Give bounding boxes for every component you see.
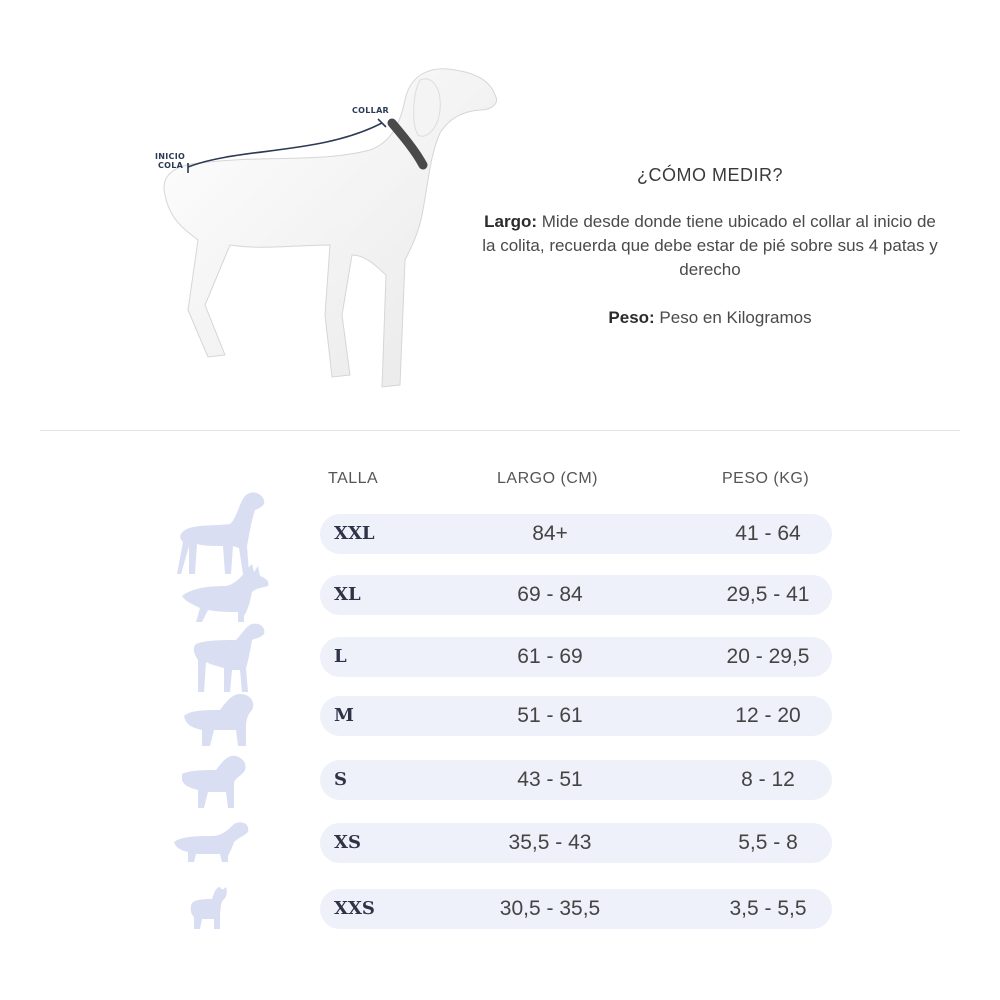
how-to-measure-section [480,165,940,354]
length-instruction [480,210,940,282]
weight-cell: 8 - 12 [741,768,795,791]
header-length: LARGO (CM) [497,470,598,487]
length-cell: 84+ [532,522,568,545]
size-row-xl [320,575,832,615]
header-weight: PESO (KG) [722,470,810,487]
size-row-xxs [320,889,832,929]
weight-cell: 3,5 - 5,5 [729,897,807,920]
length-text: Mide desde donde tiene ubicado el collar al inicio de la colita, recuerda que debe estar de pié sobre sus 4 patas y derecho [482,212,938,279]
length-cell: 61 - 69 [517,645,583,668]
yorkie-silhouette-icon [188,885,230,931]
length-cell: 69 - 84 [517,583,583,606]
size-cell: M [334,705,354,726]
length-cell: 51 - 61 [517,704,583,727]
length-key: Largo: [484,212,538,231]
weight-cell: 29,5 - 41 [726,583,810,606]
german-shepherd-silhouette-icon [178,562,273,624]
size-row-m [320,696,832,736]
terrier-silhouette-icon [178,752,250,810]
collar-label: COLLAR [352,106,390,115]
size-row-xs [320,823,832,863]
size-row-xxl [320,514,832,554]
dog-measurement-illustration [120,55,520,405]
length-cell: 30,5 - 35,5 [499,897,601,920]
how-to-measure-heading: ¿CÓMO MEDIR? [636,165,783,185]
weight-cell: 20 - 29,5 [726,645,810,668]
size-cell: L [334,646,347,667]
weight-cell: 41 - 64 [735,522,801,545]
size-cell: XL [334,584,361,605]
weight-cell: 5,5 - 8 [738,831,798,854]
bulldog-silhouette-icon [180,690,260,750]
header-size: TALLA [328,470,379,487]
size-cell: XXS [334,898,375,919]
tail-label-line2: COLA [158,161,184,170]
section-divider [40,430,960,431]
size-cell: XS [334,832,361,853]
size-row-s [320,760,832,800]
weight-key: Peso: [608,308,655,327]
size-cell: S [334,769,347,790]
dog-body [164,69,496,387]
size-row-l [320,637,832,677]
size-cell: XXL [334,523,375,544]
boxer-silhouette-icon [190,622,270,694]
length-cell: 35,5 - 43 [508,831,592,854]
weight-cell: 12 - 20 [735,704,801,727]
length-cell: 43 - 51 [517,768,583,791]
tail-label-line1: INICIO [155,152,186,161]
dachshund-silhouette-icon [172,820,252,864]
weight-text: Peso en Kilogramos [654,308,812,327]
weight-instruction [480,306,940,330]
